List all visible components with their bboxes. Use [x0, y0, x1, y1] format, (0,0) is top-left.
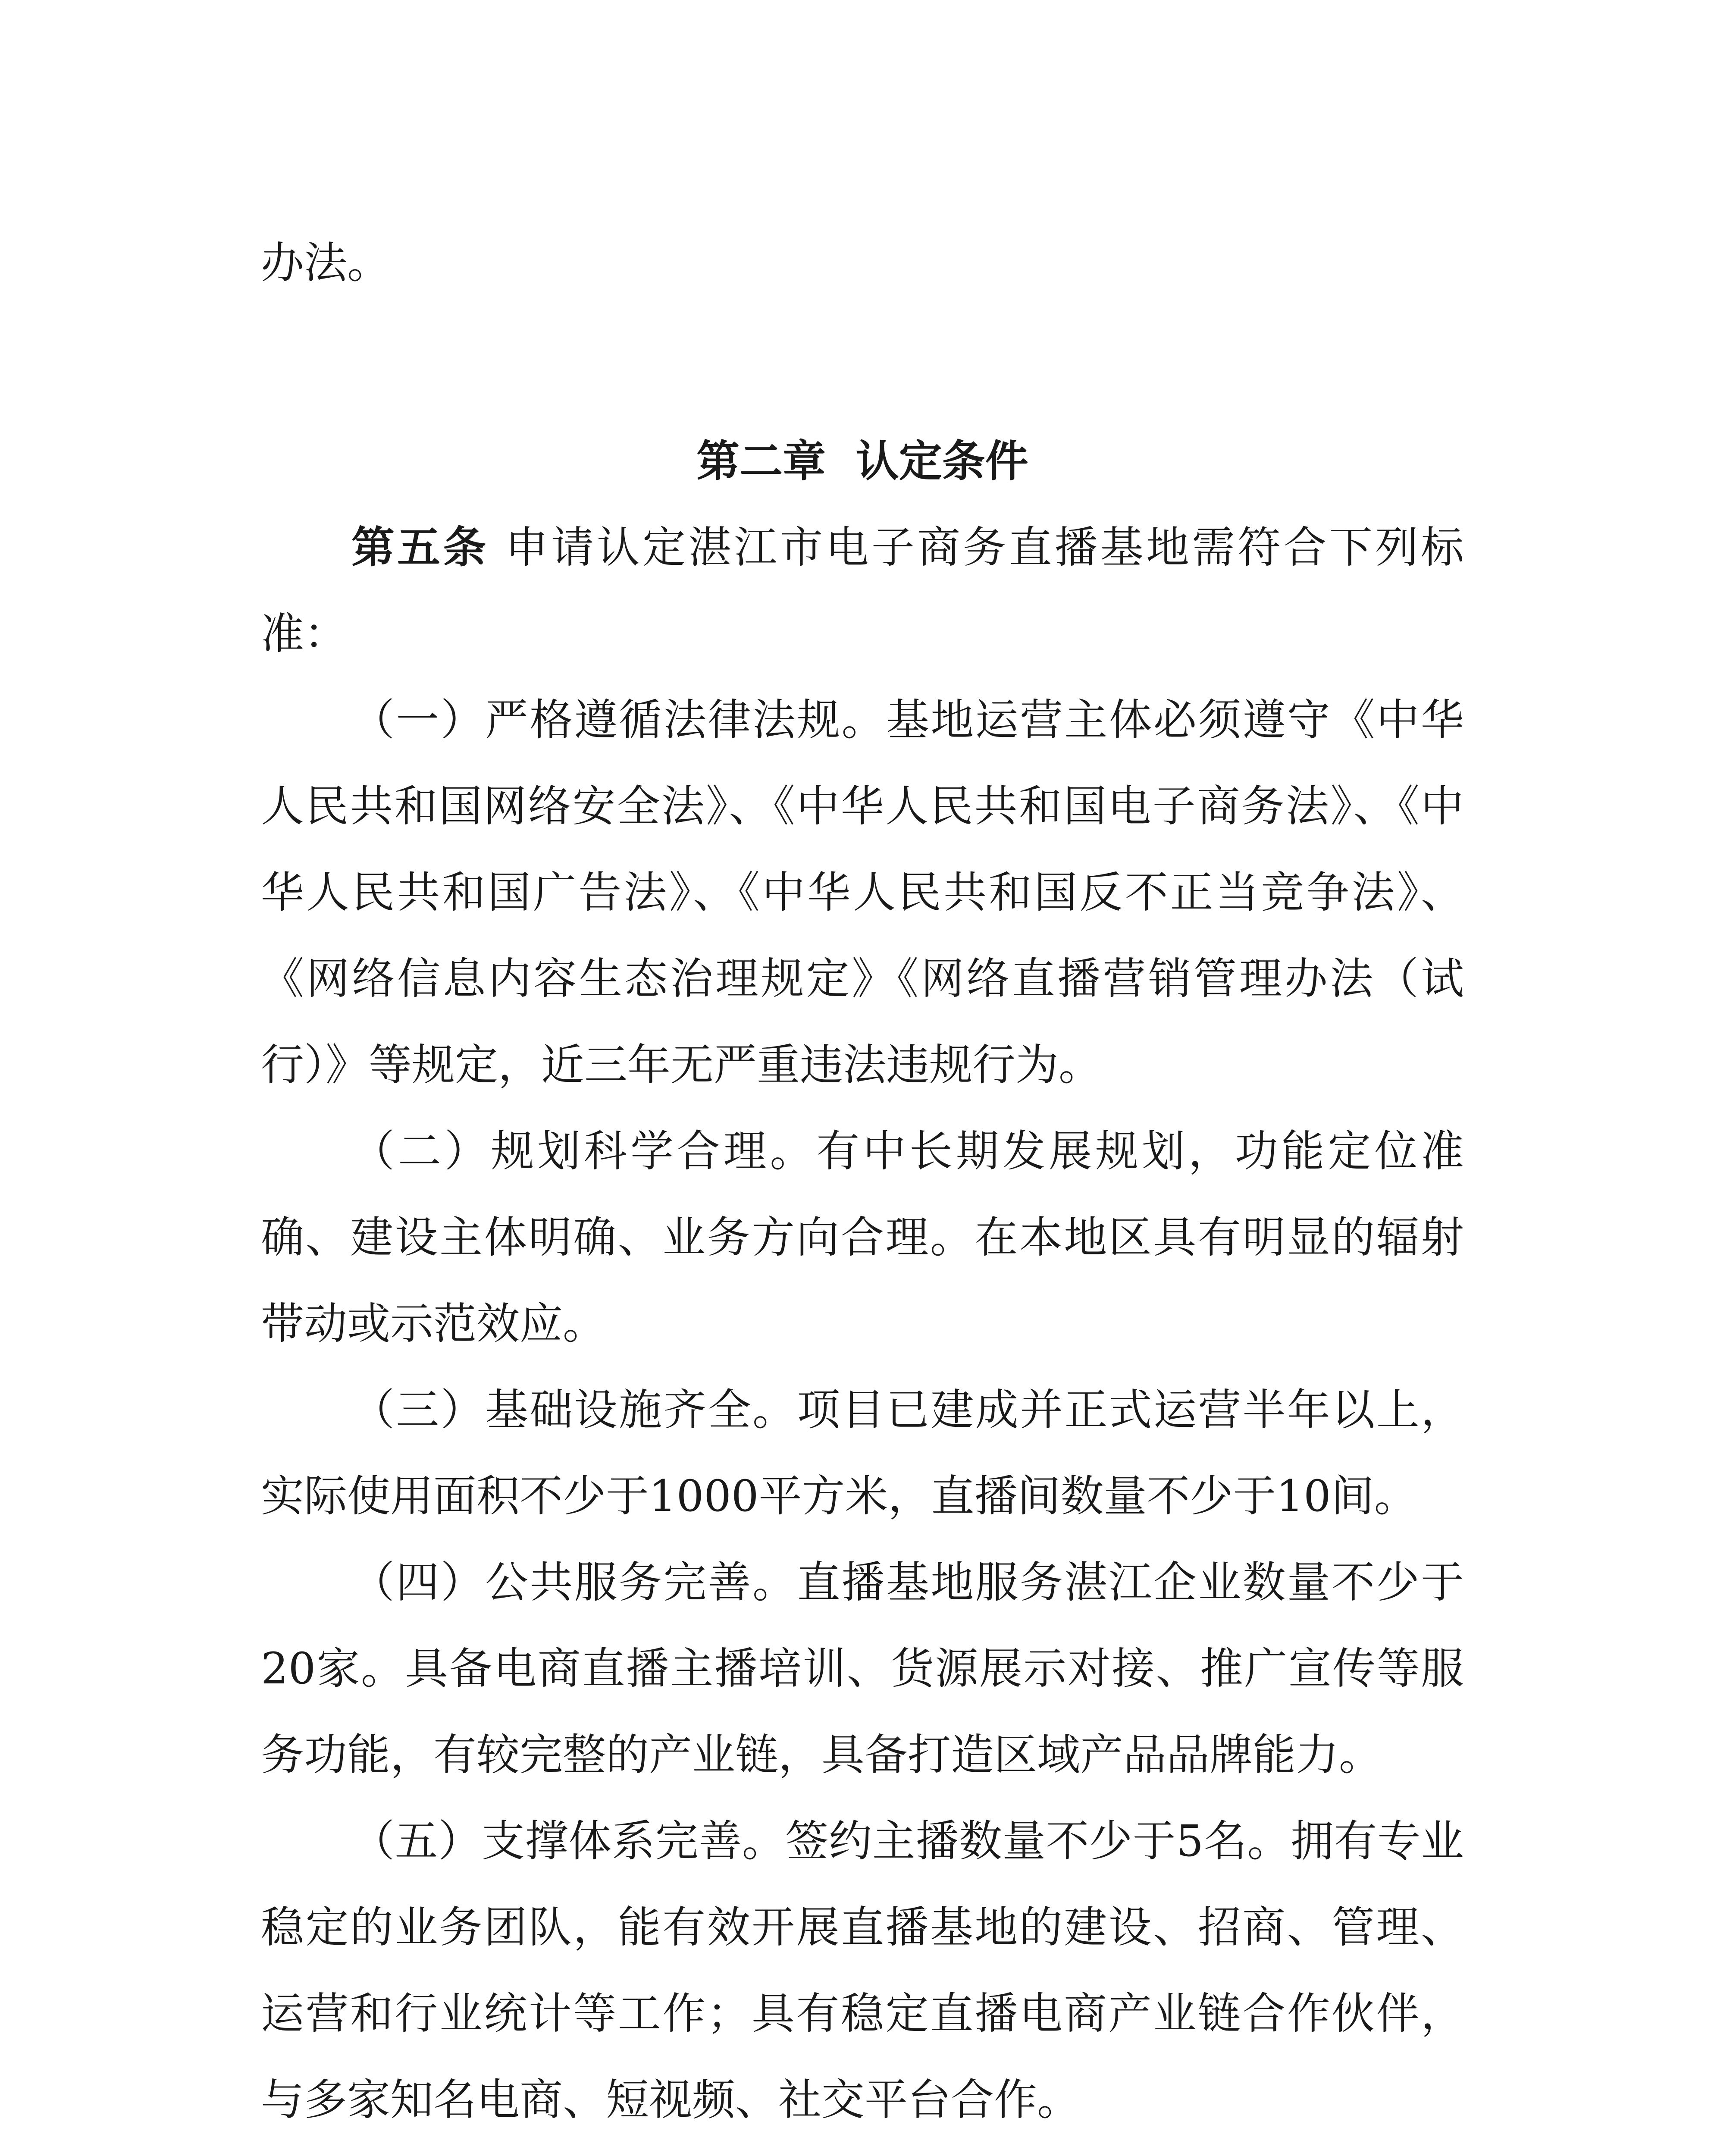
article-five-paragraph: [261, 505, 1464, 677]
continuation-paragraph: 办法。: [261, 238, 390, 288]
criterion-paragraph-4: （四）公共服务完善。直播基地服务湛江企业数量不少于20家。具备电商直播主播培训、货源展示对接、推广宣传等服务功能，有较完整的产业链，具备打造区域产品品牌能力。: [261, 1557, 1464, 1780]
article-five-intro: 申请认定湛江市电子商务直播基地需符合下列标准：: [261, 522, 1464, 659]
criterion-paragraph-1: （一）严格遵循法律法规。基地运营主体必须遵守《中华人民共和国网络安全法》、《中华人民共和国电子商务法》、《中华人民共和国广告法》、《中华人民共和国反不正当竞争法》、《网络信息内容生态治理规定》《网络直播营销管理办法（试行）》等规定，近三年无严重违法违规行为。: [261, 695, 1464, 1090]
criterion-paragraph-2: （二）规划科学合理。有中长期发展规划，功能定位准确、建设主体明确、业务方向合理。在本地区具有明显的辐射带动或示范效应。: [261, 1126, 1464, 1349]
page-content: [261, 220, 1464, 2143]
criterion-paragraph-5: （五）支撑体系完善。签约主播数量不少于5名。拥有专业稳定的业务团队，能有效开展直播基地的建设、招商、管理、运营和行业统计等工作；具有稳定直播电商产业链合作伙伴，与多家知名电商、短视频、社交平台合作。: [261, 1816, 1464, 2125]
article-five-label: 第五条: [351, 522, 489, 573]
chapter-heading: 第二章 认定条件: [696, 436, 1028, 486]
criterion-paragraph-3: （三）基础设施齐全。项目已建成并正式运营半年以上，实际使用面积不少于1000平方米，直播间数量不少于10间。: [261, 1385, 1464, 1521]
